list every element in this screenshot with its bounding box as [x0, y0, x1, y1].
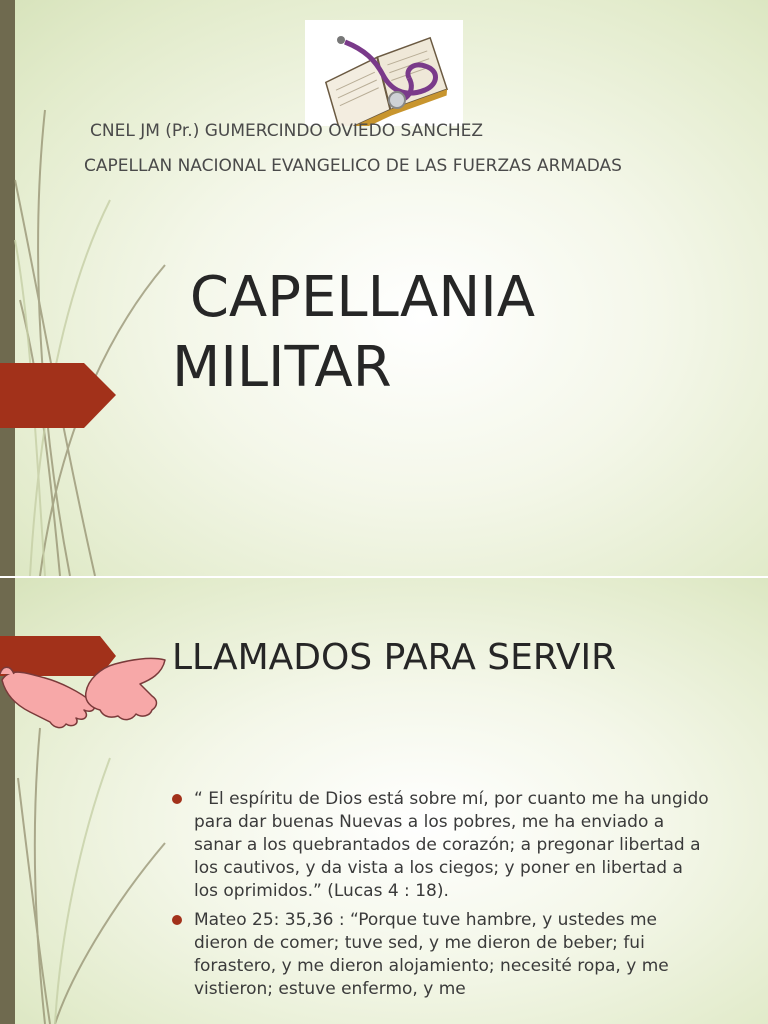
- list-item: [172, 788, 712, 903]
- bullet-list: [172, 788, 712, 1007]
- grass-decoration: [0, 0, 200, 576]
- slide-title: [172, 263, 732, 403]
- author-role: CAPELLAN NACIONAL EVANGELICO DE LAS FUERZAS ARMADAS: [84, 156, 622, 176]
- author-name: CNEL JM (Pr.) GUMERCINDO OVIEDO SANCHEZ: [90, 121, 484, 141]
- bible-stethoscope-icon: [305, 20, 463, 126]
- slide-title-text: CAPELLANIA MILITAR: [172, 265, 536, 400]
- bullet-dot-icon: [172, 794, 182, 804]
- list-item: [172, 909, 712, 1001]
- bullet-text: Mateo 25: 35,36 : “Porque tuve hambre, y ustedes me dieron de comer; tuve sed, y me dieron de beber; fui forastero, y me dieron alojamiento; necesité ropa, y me vistieron; estuve enfermo, y me: [194, 910, 669, 999]
- content-slide: [0, 578, 768, 1024]
- bullet-dot-icon: [172, 915, 182, 925]
- bullet-text: “ El espíritu de Dios está sobre mí, por cuanto me ha ungido para dar buenas Nuevas a los pobres, me ha enviado a sanar a los quebrantados de corazón; a pregonar libertad a los cautivos, y da vista a los ciegos; y poner en libertad a los oprimidos.” (Lucas 4 : 18).: [194, 789, 709, 901]
- slide-heading: LLAMADOS PARA SERVIR: [172, 637, 617, 678]
- red-tag: [0, 363, 116, 428]
- open-hands-icon: [0, 656, 170, 740]
